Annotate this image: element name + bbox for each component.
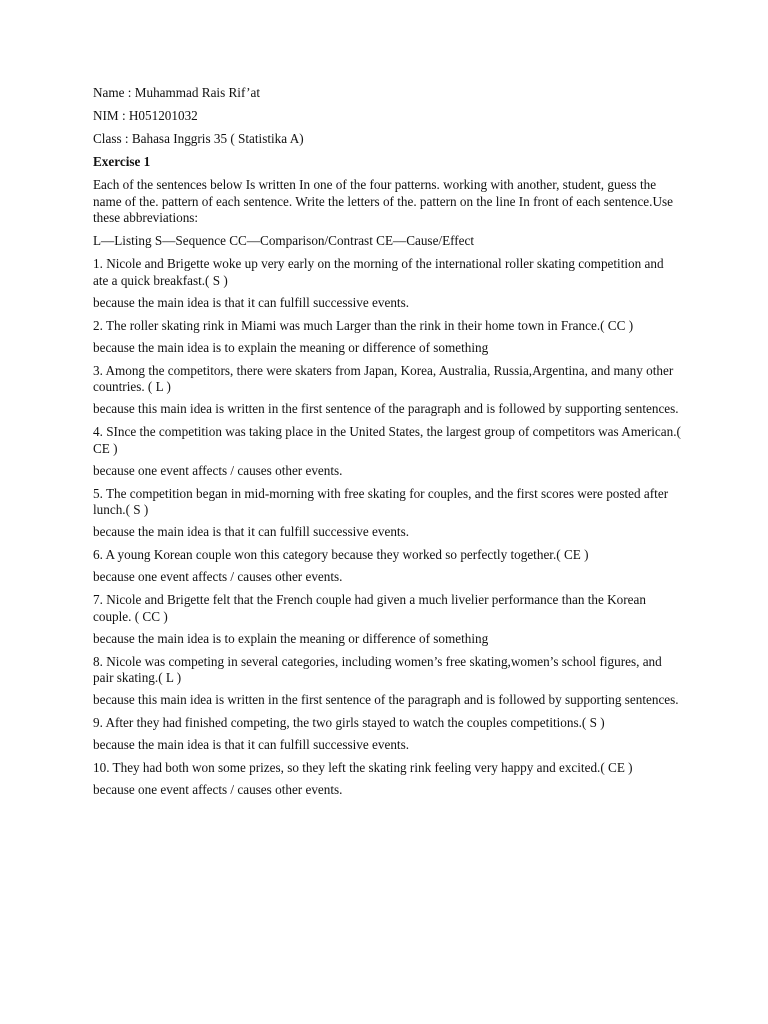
item-sentence: 5. The competition began in mid-morning with free skating for couples, and the first scores were posted after lunch.( S ) [93, 485, 669, 517]
item-reason: because the main idea is to explain the meaning or difference of something [93, 339, 489, 355]
item-reason: because this main idea is written in the first sentence of the paragraph and is followed by supporting sentences. [93, 401, 679, 416]
item-reason: because the main idea is that it can fulfill successive events. [93, 524, 410, 539]
student-nim: NIM : H051201032 [93, 108, 198, 123]
item-reason: because one event affects / causes other events. [93, 782, 343, 797]
item-sentence: 8. Nicole was competing in several categories, including women’s free skating,women’s school figures, and pair skating.( L ) [93, 653, 662, 685]
item-sentence: 4. SInce the competition was taking place in the United States, the largest group of competitors was American.( CE ) [93, 424, 681, 456]
item-sentence: 2. The roller skating rink in Miami was much Larger than the rink in their home town in France.( CC ) [93, 317, 634, 333]
exercise-title: Exercise 1 [93, 154, 151, 169]
item-sentence: 3. Among the competitors, there were skaters from Japan, Korea, Australia, Russia,Argentina, and many other countries. ( L ) [93, 362, 674, 394]
item-sentence: 9. After they had finished competing, the two girls stayed to watch the couples competitions.( S ) [93, 715, 605, 730]
item-reason: because the main idea is that it can fulfill successive events. [93, 737, 410, 752]
student-name: Name : Muhammad Rais Rif’at [93, 85, 261, 100]
item-reason: because the main idea is that it can fulfill successive events. [93, 294, 410, 310]
item-sentence: 7. Nicole and Brigette felt that the French couple had given a much livelier performance than the Korean couple. ( CC ) [93, 592, 646, 624]
item-reason: because the main idea is to explain the meaning or difference of something [93, 630, 489, 646]
item-sentence: 10. They had both won some prizes, so they left the skating rink feeling very happy and excited.( CE ) [93, 760, 633, 775]
item-reason: because one event affects / causes other events. [93, 462, 343, 478]
answer-list [93, 256, 682, 799]
student-class: Class : Bahasa Inggris 35 ( Statistika A) [93, 131, 304, 146]
item-sentence: 1. Nicole and Brigette woke up very early on the morning of the international roller skating competition and ate a quick breakfast.( S ) [93, 256, 664, 288]
item-sentence: 6. A young Korean couple won this category because they worked so perfectly together.( CE ) [93, 547, 589, 562]
item-reason: because this main idea is written in the first sentence of the paragraph and is followed by supporting sentences. [93, 692, 679, 707]
item-reason: because one event affects / causes other events. [93, 569, 343, 584]
abbreviations-line: L—Listing S—Sequence CC—Comparison/Contrast CE—Cause/Effect [93, 233, 475, 248]
exercise-instructions: Each of the sentences below Is written In one of the four patterns. working with another, student, guess the name of the. pattern of each sentence. Write the letters of the. pattern on the line In front of each sentence.Use these abbreviations: [93, 177, 673, 225]
